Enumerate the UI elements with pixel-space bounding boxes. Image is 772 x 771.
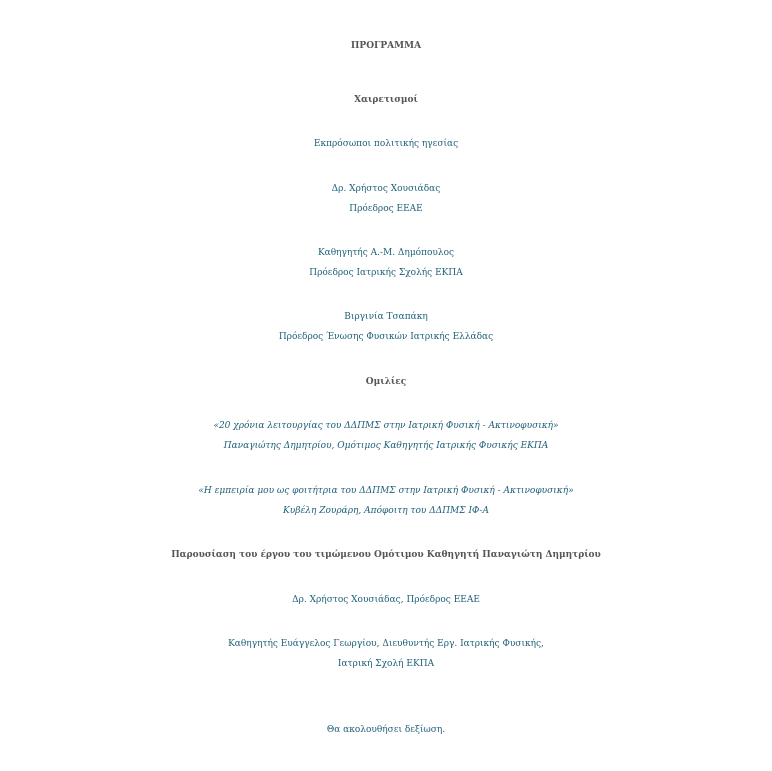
talks-heading: Ομιλίες [365,377,407,387]
greeting-political-leadership: Εκπρόσωποι πολιτικής ηγεσίας [313,139,459,149]
talk-2-title: «Η εμπειρία μου ως φοιτήτρια του ΔΔΠΜΣ στην Ιατρική Φυσική - Ακτινοφυσική» [198,486,574,496]
talk-2-speaker: Κυβέλη Ζουράρη, Απόφοιτη του ΔΔΠΜΣ ΙΦ-Α [283,506,489,516]
greeting-chousiadas-role: Πρόεδρος ΕΕΑΕ [349,204,423,214]
talk-1-title: «20 χρόνια λειτουργίας του ΔΔΠΜΣ στην Ιατρική Φυσική - Ακτινοφυσική» [213,421,559,431]
presenter-chousiadas: Δρ. Χρήστος Χουσιάδας, Πρόεδρος ΕΕΑΕ [292,595,480,605]
presentation-heading: Παρουσίαση του έργου του τιμώμενου Ομότιμου Καθηγητή Παναγιώτη Δημητρίου [171,550,601,560]
greeting-dimopoulos-name: Καθηγητής Α.-Μ. Δημόπουλος [317,248,455,258]
greeting-dimopoulos-role: Πρόεδρος Ιατρικής Σχολής ΕΚΠΑ [309,268,463,278]
presenter-georgiou-line1: Καθηγητής Ευάγγελος Γεωργίου, Διευθυντής Εργ. Ιατρικής Φυσικής, [228,639,544,649]
greeting-chousiadas-name: Δρ. Χρήστος Χουσιάδας [331,184,441,194]
greetings-heading: Χαιρετισμοί [354,95,418,105]
program-title: ΠΡΟΓΡΑΜΜΑ [350,41,422,51]
greeting-tsapaki-name: Βιργινία Τσαπάκη [344,312,428,322]
greeting-tsapaki-role: Πρόεδρος Ένωσης Φυσικών Ιατρικής Ελλάδας [278,332,494,342]
talk-1-speaker: Παναγιώτης Δημητρίου, Ομότιμος Καθηγητής Ιατρικής Φυσικής ΕΚΠΑ [223,441,549,451]
closing-reception-note: Θα ακολουθήσει δεξίωση. [326,725,446,735]
presenter-georgiou-line2: Ιατρική Σχολή ΕΚΠΑ [337,659,435,669]
